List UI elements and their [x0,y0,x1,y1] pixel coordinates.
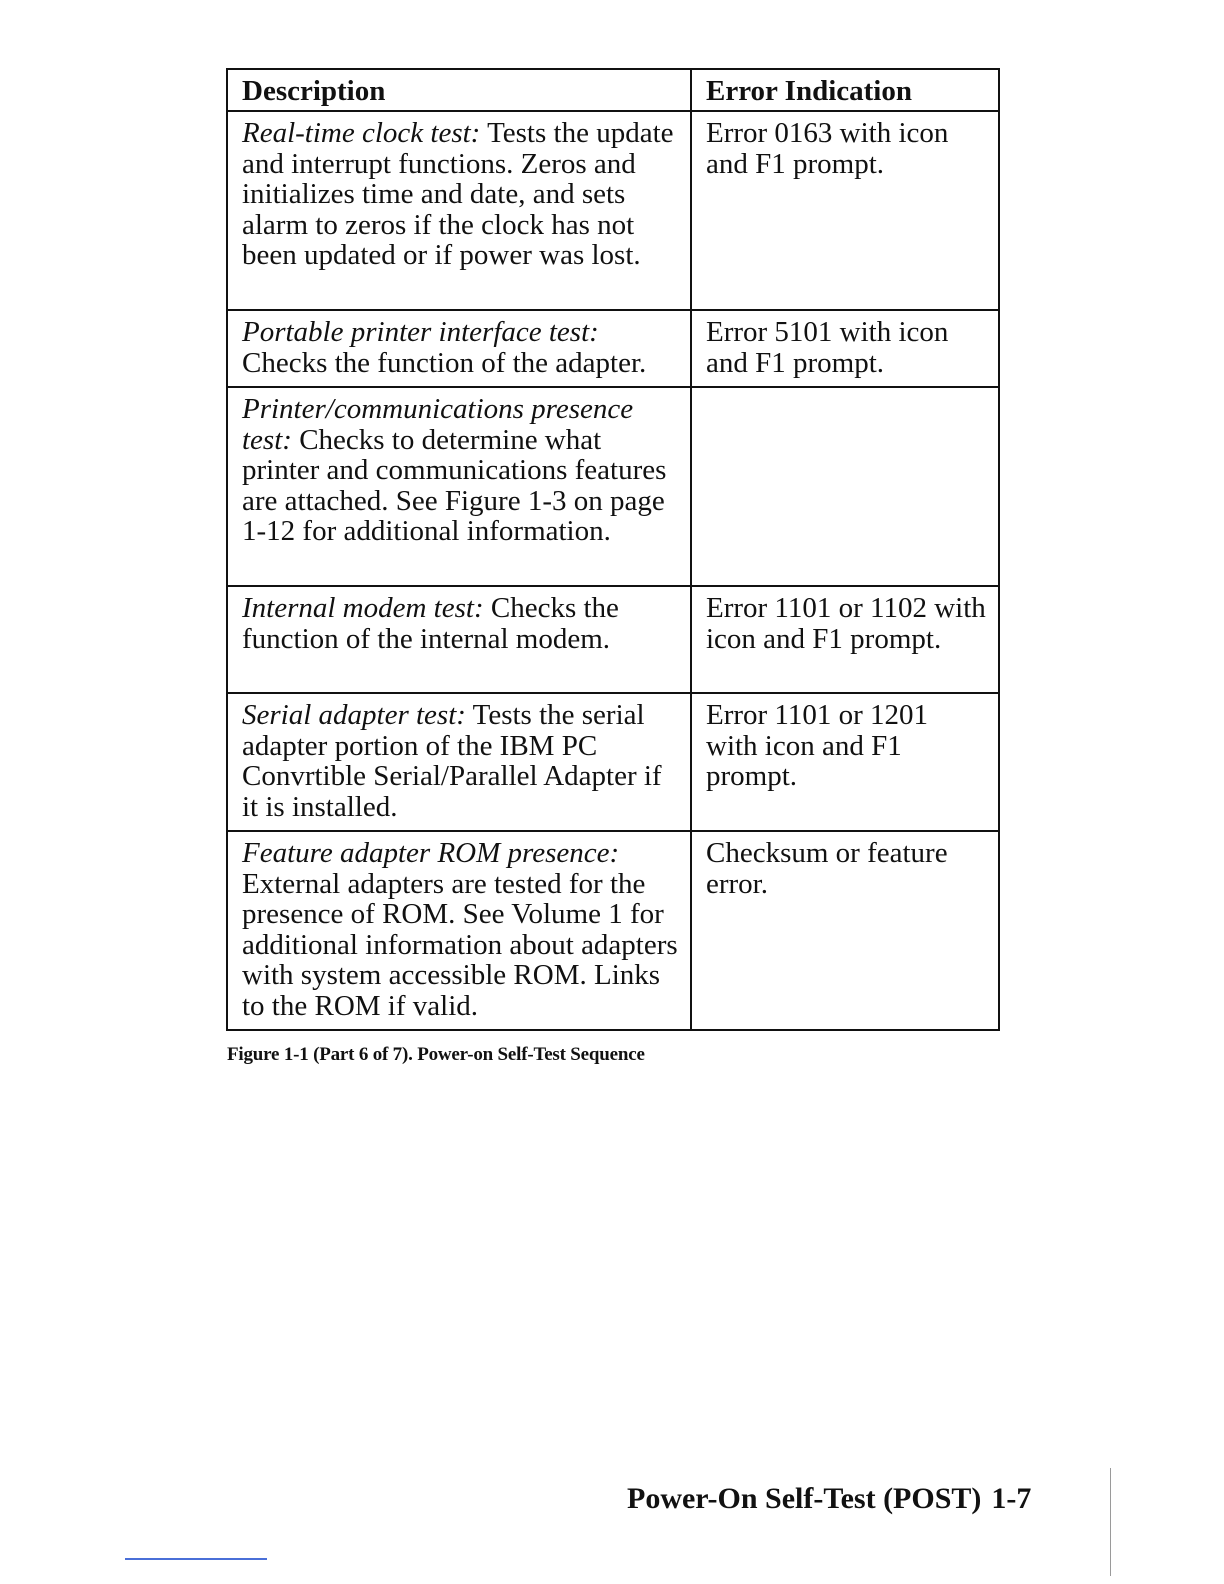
error-indication-cell: Error 1101 or 1102 with icon and F1 prompt. [691,586,999,693]
margin-rule [1110,1468,1111,1576]
test-title: Serial adapter test: [242,699,466,731]
post-sequence-table [226,68,1000,1031]
test-description: Checks the function of the internal modem. [242,592,619,655]
table-row [227,310,999,387]
bottom-rule [125,1558,267,1560]
error-indication-cell: Error 0163 with icon and F1 prompt. [691,111,999,310]
table-row [227,387,999,586]
table-row [227,831,999,1030]
test-description: Tests the update and interrupt functions. Zeros and initializes time and date, and sets alarm to zeros if the clock has not been updated or if power was lost. [242,117,674,272]
test-title: Portable printer interface test: [242,316,599,348]
description-cell [227,111,691,310]
test-description: External adapters are tested for the presence of ROM. See Volume 1 for additional information about adapters with system accessible ROM. Links to the ROM if valid. [242,867,678,1022]
column-header-error-indication: Error Indication [691,69,999,111]
description-cell [227,586,691,693]
description-cell [227,831,691,1030]
column-header-description: Description [227,69,691,111]
footer-section-title: Power-On Self-Test (POST) [627,1482,982,1515]
test-description: Tests the serial adapter portion of the IBM PC Convrtible Serial/Parallel Adapter if it is installed. [242,699,662,823]
table-row [227,586,999,693]
description-cell [227,693,691,831]
error-indication-cell: Error 5101 with icon and F1 prompt. [691,310,999,387]
test-description: Checks the function of the adapter. [242,346,647,379]
error-indication-cell: Checksum or feature error. [691,831,999,1030]
page-footer [627,1482,1031,1516]
table-header-row [227,69,999,111]
description-cell [227,387,691,586]
figure-caption: Figure 1-1 (Part 6 of 7). Power-on Self-Test Sequence [227,1044,645,1065]
test-description: Checks to determine what printer and communications features are attached. See Figure 1-3 on page 1-12 for additional information. [242,423,667,548]
error-indication-cell [691,387,999,586]
page-number: 1-7 [991,1482,1032,1515]
test-title: Printer/communications presence test: [242,393,634,456]
test-title: Feature adapter ROM presence: [242,837,620,869]
test-title: Real-time clock test: [242,117,481,149]
error-indication-cell: Error 1101 or 1201 with icon and F1 prompt. [691,693,999,831]
description-cell [227,310,691,387]
table-row [227,111,999,310]
test-title: Internal modem test: [242,592,484,624]
table-row [227,693,999,831]
